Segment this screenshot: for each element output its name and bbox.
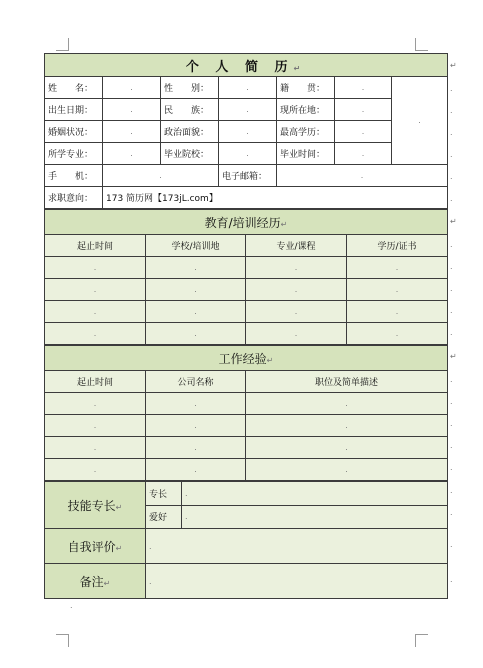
major-label: 所学专业： xyxy=(45,143,103,165)
marital-label: 婚姻状况： xyxy=(45,121,103,143)
edu-cell[interactable]: . xyxy=(347,323,448,345)
self-eval-title: 自我评价↵ xyxy=(45,529,146,564)
school-label: 毕业院校： xyxy=(161,143,219,165)
work-cell[interactable]: . xyxy=(246,393,448,415)
gradtime-value[interactable]: . xyxy=(335,143,392,165)
table-row xyxy=(45,437,448,459)
row-end-mark: . xyxy=(450,128,453,137)
edu-cell[interactable]: . xyxy=(246,257,347,279)
crop-mark-top-left xyxy=(56,38,69,51)
resume-document xyxy=(44,53,447,599)
native-label: 籍 贯： xyxy=(277,77,335,99)
row-end-mark: ↵ xyxy=(450,61,457,70)
work-cell[interactable]: . xyxy=(246,415,448,437)
work-header-company: 公司名称 xyxy=(146,371,246,393)
paragraph-mark: . xyxy=(70,601,73,610)
work-cell[interactable]: . xyxy=(45,393,146,415)
work-cell[interactable]: . xyxy=(45,459,146,481)
edu-cell[interactable]: . xyxy=(347,279,448,301)
row-end-mark: ↵ xyxy=(450,217,457,226)
work-cell[interactable]: . xyxy=(246,437,448,459)
work-header-period: 起止时间 xyxy=(45,371,146,393)
email-label: 电子邮箱： xyxy=(219,165,277,187)
row-end-mark: . xyxy=(450,84,453,93)
ethnic-value[interactable]: . xyxy=(219,99,277,121)
political-value[interactable]: . xyxy=(219,121,277,143)
specialty-label: 专长 xyxy=(146,482,182,506)
marital-value[interactable]: . xyxy=(103,121,161,143)
notes-value[interactable]: . xyxy=(146,564,448,599)
row-end-mark: . xyxy=(450,463,453,472)
row-end-mark: . xyxy=(450,441,453,450)
ethnic-label: 民 族： xyxy=(161,99,219,121)
skills-title: 技能专长↵ xyxy=(45,482,146,529)
work-cell[interactable]: . xyxy=(45,415,146,437)
edu-cell[interactable]: . xyxy=(347,301,448,323)
row-end-mark: . xyxy=(450,486,453,495)
intent-label: 求职意向： xyxy=(45,187,103,209)
hobby-label: 爱好 xyxy=(146,505,182,529)
phone-label: 手 机： xyxy=(45,165,103,187)
resume-title: 个 人 简 历↵ xyxy=(45,54,448,77)
edu-cell[interactable]: . xyxy=(246,301,347,323)
birth-value[interactable]: . xyxy=(103,99,161,121)
school-value[interactable]: . xyxy=(219,143,277,165)
crop-mark-bottom-right xyxy=(415,634,428,647)
row-end-mark: . xyxy=(450,172,453,181)
edu-cell[interactable]: . xyxy=(347,257,448,279)
row-end-mark: . xyxy=(450,106,453,115)
work-section-title: 工作经验↵ xyxy=(45,346,448,371)
row-end-mark: . xyxy=(450,262,453,271)
row-end-mark: . xyxy=(450,375,453,384)
native-value[interactable]: . xyxy=(335,77,392,99)
edu-cell[interactable]: . xyxy=(246,279,347,301)
row-end-mark: . xyxy=(450,540,453,549)
crop-mark-top-right xyxy=(415,38,428,51)
table-row xyxy=(45,459,448,481)
table-row xyxy=(45,257,448,279)
education-value[interactable]: . xyxy=(335,121,392,143)
row-end-mark: . xyxy=(450,284,453,293)
table-row xyxy=(45,279,448,301)
edu-cell[interactable]: . xyxy=(146,279,246,301)
education-table xyxy=(44,209,448,345)
work-table xyxy=(44,345,448,481)
edu-cell[interactable]: . xyxy=(146,257,246,279)
row-end-mark: ↵ xyxy=(450,352,457,361)
hobby-value[interactable]: . xyxy=(182,505,448,529)
edu-header-period: 起止时间 xyxy=(45,235,146,257)
edu-header-school: 学校/培训地 xyxy=(146,235,246,257)
location-value[interactable]: . xyxy=(335,99,392,121)
phone-value[interactable]: . xyxy=(103,165,219,187)
edu-header-major: 专业/课程 xyxy=(246,235,347,257)
work-cell[interactable]: . xyxy=(146,459,246,481)
crop-mark-bottom-left xyxy=(56,634,69,647)
extra-table xyxy=(44,481,448,599)
specialty-value[interactable]: . xyxy=(182,482,448,506)
row-end-mark: . xyxy=(450,194,453,203)
work-cell[interactable]: . xyxy=(146,437,246,459)
political-label: 政治面貌： xyxy=(161,121,219,143)
table-row xyxy=(45,323,448,345)
table-row xyxy=(45,393,448,415)
edu-cell[interactable]: . xyxy=(45,279,146,301)
education-label: 最高学历： xyxy=(277,121,335,143)
edu-cell[interactable]: . xyxy=(246,323,347,345)
name-label: 姓 名： xyxy=(45,77,103,99)
edu-cell[interactable]: . xyxy=(45,301,146,323)
row-end-mark: . xyxy=(450,419,453,428)
location-label: 现所在地： xyxy=(277,99,335,121)
edu-header-degree: 学历/证书 xyxy=(347,235,448,257)
table-row xyxy=(45,415,448,437)
name-value[interactable]: . xyxy=(103,77,161,99)
edu-cell[interactable]: . xyxy=(146,323,246,345)
row-end-mark: . xyxy=(450,575,453,584)
self-eval-value[interactable]: . xyxy=(146,529,448,564)
gender-label: 性 别： xyxy=(161,77,219,99)
work-cell[interactable]: . xyxy=(146,393,246,415)
email-value[interactable]: . xyxy=(277,165,448,187)
notes-title: 备注↵ xyxy=(45,564,146,599)
edu-cell[interactable]: . xyxy=(146,301,246,323)
row-end-mark: . xyxy=(450,328,453,337)
work-cell[interactable]: . xyxy=(146,415,246,437)
gender-value[interactable]: . xyxy=(219,77,277,99)
work-cell[interactable]: . xyxy=(246,459,448,481)
edu-cell[interactable]: . xyxy=(45,257,146,279)
intent-value[interactable]: 173 简历网【173jL.com】 xyxy=(103,187,448,209)
row-end-mark: . xyxy=(450,150,453,159)
work-header-position: 职位及简单描述 xyxy=(246,371,448,393)
photo-cell[interactable]: . xyxy=(392,77,448,165)
gradtime-label: 毕业时间： xyxy=(277,143,335,165)
row-end-mark: . xyxy=(450,240,453,249)
education-section-title: 教育/培训经历↵ xyxy=(45,210,448,235)
row-end-mark: . xyxy=(450,397,453,406)
row-end-mark: . xyxy=(450,508,453,517)
table-row xyxy=(45,301,448,323)
edu-cell[interactable]: . xyxy=(45,323,146,345)
work-cell[interactable]: . xyxy=(45,437,146,459)
basic-info-table xyxy=(44,53,448,209)
row-end-mark: . xyxy=(450,306,453,315)
major-value[interactable]: . xyxy=(103,143,161,165)
birth-label: 出生日期： xyxy=(45,99,103,121)
